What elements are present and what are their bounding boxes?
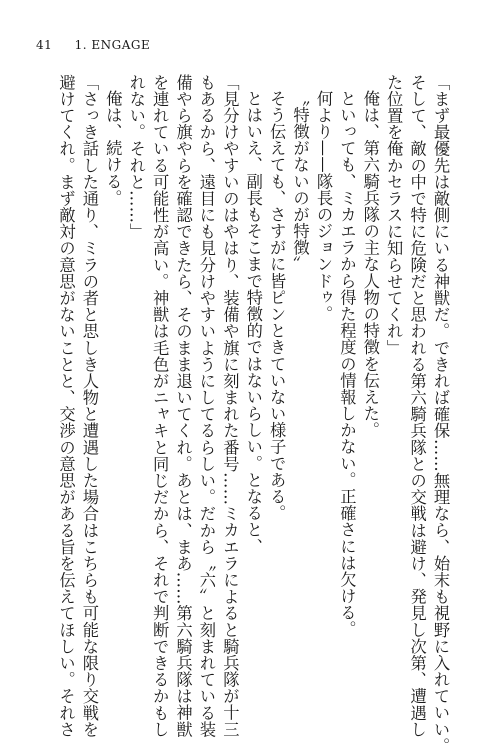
text-line: 何より——隊長のジョンドゥ。 [313, 90, 333, 323]
text-line: れない。それと……」 [126, 74, 146, 240]
vertical-body-text [54, 74, 452, 754]
text-line: そう伝えても、さすがに皆ピンときていない様子である。 [267, 90, 287, 522]
text-line: 〝特徴がないのが特徴〟 [290, 90, 310, 273]
text-line: 俺は、第六騎兵隊の主な人物の特徴を伝えた。 [360, 90, 380, 439]
running-header [36, 38, 150, 52]
text-line: 俺は、続ける。 [103, 90, 123, 207]
chapter-title: 1. ENGAGE [74, 38, 151, 52]
page-number: 41 [36, 38, 53, 52]
text-line: 「見分けやすいのはやはり、装備や旗に刻まれた番号……ミカエラによると騎兵隊が十三 [220, 74, 240, 738]
text-line: もあるから、遠目にも見分けやすいようにしてるらしい。だから〝六〟と刻まれている装 [196, 74, 216, 738]
text-line: そして、敵の中で特に危険だと思われる第六騎兵隊との交戦は避け、発見し次第、遭遇し [407, 74, 427, 738]
text-line: た位置を俺かセラスに知らせてくれ」 [384, 74, 404, 357]
text-line: 「さっき話した通り、ミラの者と思しき人物と遭遇した場合はこちらも可能な限り交戦を [79, 74, 99, 738]
text-line: を連れている可能性が高い。神獣は毛色がニャキと同じだから、それで判断できるかもし [150, 74, 170, 738]
text-line: といっても、ミカエラから得た程度の情報しかない。正確さには欠ける。 [337, 90, 357, 638]
text-line: 備やら旗やらを確認できたら、そのまま退いてくれ。あとは、まあ……第六騎兵隊は神獣 [173, 74, 193, 738]
text-line: 避けてくれ。まず敵対の意思がないことと、交渉の意思がある旨を伝えてほしい。それさ [56, 74, 76, 738]
text-line: とはいえ、副長もそこまで特徴的ではないらしい。となると、 [243, 90, 263, 555]
text-line: 「まず最優先は敵側にいる神獣だ。できれば確保……無理なら、始末も視野に入れていい。 [431, 74, 450, 754]
